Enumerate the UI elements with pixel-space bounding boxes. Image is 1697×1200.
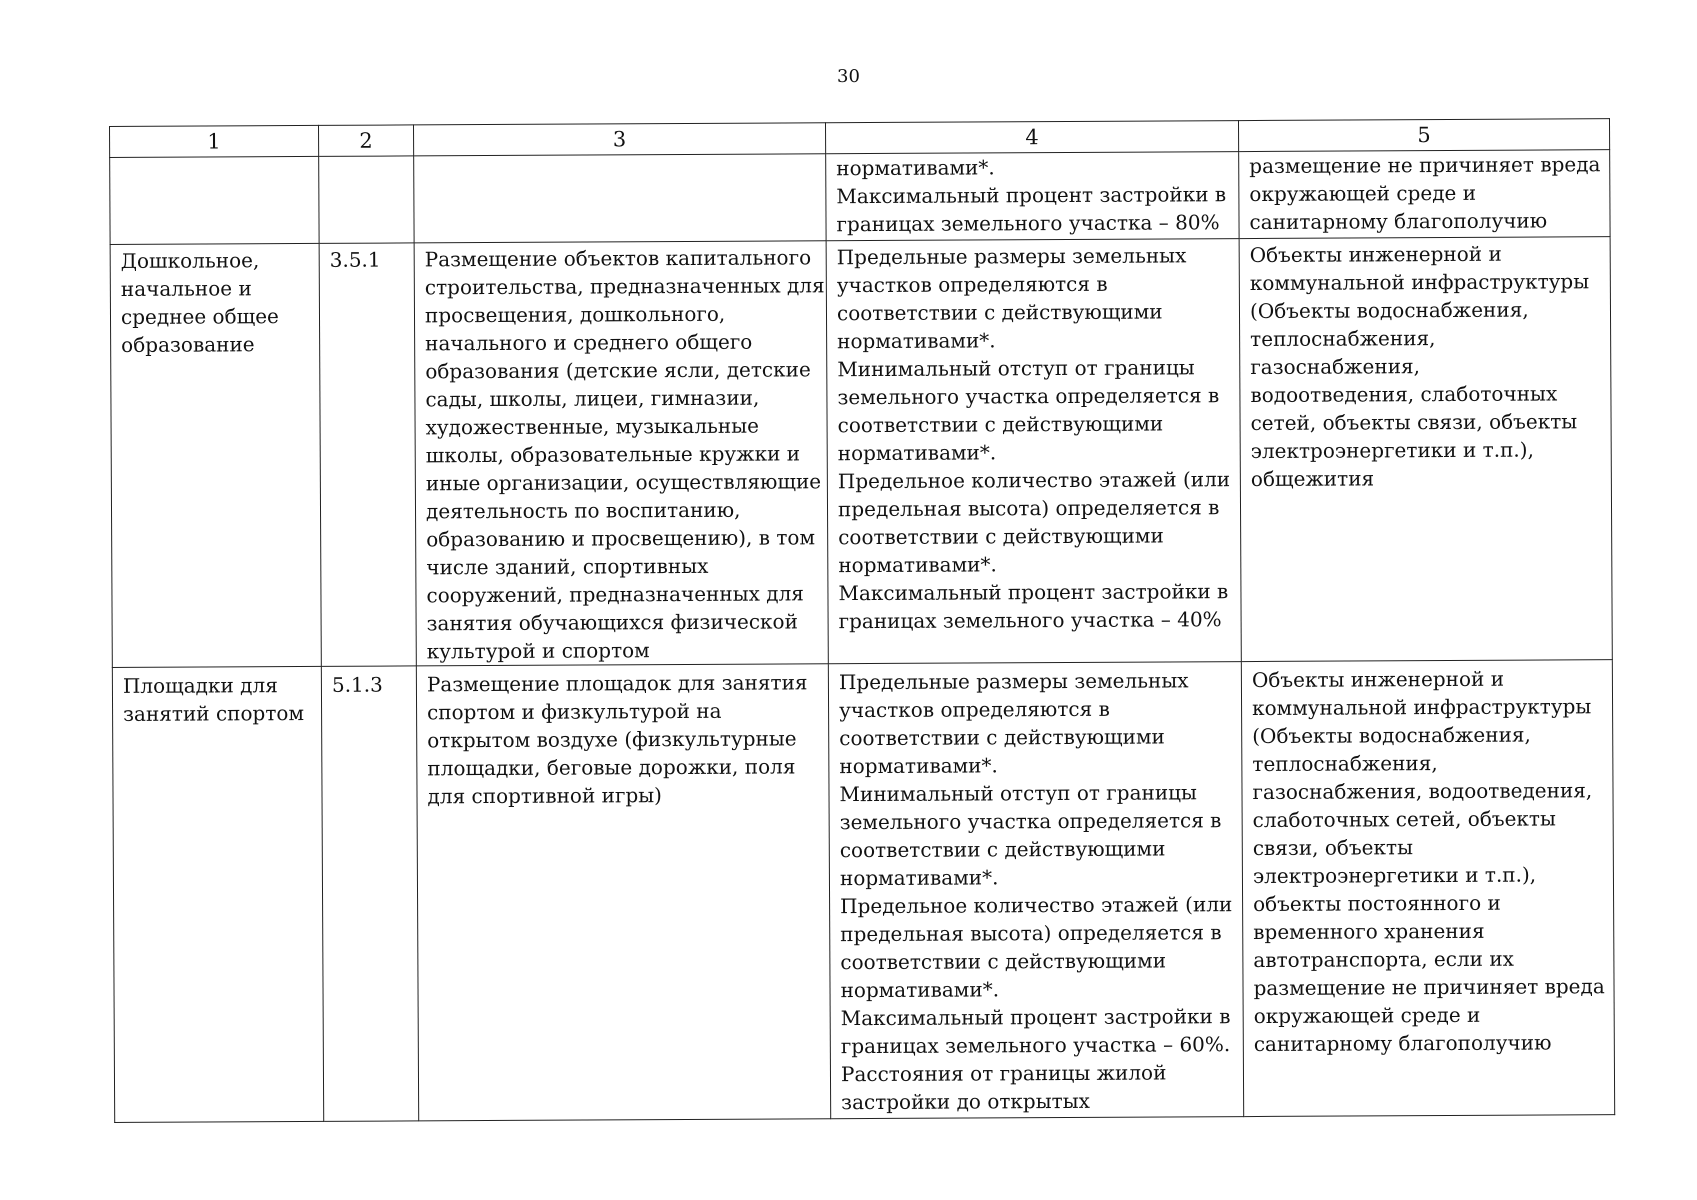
cell-line: земельного участка определяется в — [839, 808, 1222, 835]
cell-line: слаботочных сетей, объекты — [1252, 806, 1556, 833]
cell-line: школы, образовательные кружки и — [425, 441, 801, 468]
cell-line: занятия обучающихся физической — [426, 609, 798, 636]
cell-line: образование — [121, 332, 255, 357]
land-use-auxiliary-cell — [1241, 660, 1614, 1117]
cell-line: просвещения, дошкольного, — [424, 301, 726, 328]
cell-line: электроэнергетики и т.п.), — [1252, 862, 1537, 889]
cell-line: соответствии с действующими — [836, 299, 1163, 326]
continuation-name-cell — [110, 156, 319, 244]
land-use-parameters-cell — [828, 662, 1243, 1119]
cell-line: среднее общее — [120, 304, 279, 329]
cell-line: художественные, музыкальные — [425, 413, 760, 440]
cell-line: Предельное количество этажей (или — [837, 467, 1231, 494]
cell-line: сооружений, предназначенных для — [426, 581, 804, 608]
cell-line: культурой и спортом — [426, 638, 650, 664]
cell-line: (Объекты водоснабжения, — [1249, 297, 1529, 324]
cell-line: Размещение объектов капитального — [424, 245, 812, 272]
cell-line: для спортивной игры) — [427, 783, 662, 809]
cell-line: нормативами*. — [840, 977, 1000, 1003]
cell-line: соответствии с действующими — [839, 724, 1165, 751]
cell-line: сады, школы, лицеи, гимназии, — [425, 385, 760, 412]
cell-line: связи, объекты — [1252, 835, 1414, 861]
cell-line: Объекты инженерной и — [1251, 666, 1505, 693]
cell-line: Предельные размеры земельных — [836, 243, 1187, 270]
cell-line: нормативами*. — [839, 753, 998, 779]
cell-line: нормативами*. — [837, 440, 997, 466]
cell-line: Минимальный отступ от границы — [837, 355, 1195, 382]
cell-line: объекты постоянного и — [1253, 890, 1501, 917]
cell-line: санитарному благополучию — [1253, 1030, 1552, 1057]
cell-line: границах земельного участка – 80% — [836, 210, 1220, 237]
cell-line: начального и среднего общего — [425, 329, 753, 356]
cell-line: иные организации, осуществляющие — [425, 469, 822, 496]
cell-line: соответствии с действующими — [837, 411, 1164, 438]
cell-line: соответствии с действующими — [838, 523, 1164, 550]
cell-line: площадки, беговые дорожки, поля — [427, 754, 796, 781]
land-use-description-cell — [414, 241, 828, 666]
cell-line: деятельность по воспитанию, — [425, 497, 741, 524]
header-col-4: 4 — [825, 121, 1238, 154]
land-use-code-cell: 5.1.3 — [321, 666, 418, 1121]
land-use-name-cell — [112, 666, 323, 1122]
cell-line: границах земельного участка – 40% — [838, 607, 1222, 634]
page-number: 30 — [837, 66, 860, 87]
land-use-code-cell: 3.5.1 — [319, 243, 416, 666]
cell-line: нормативами*. — [836, 155, 995, 181]
cell-line: электроэнергетики и т.п.), — [1250, 437, 1534, 464]
cell-line: земельного участка определяется в — [837, 383, 1220, 410]
header-col-2: 2 — [318, 125, 413, 156]
cell-line: коммунальной инфраструктуры — [1252, 694, 1592, 721]
cell-line: размещение не причиняет вреда — [1249, 152, 1601, 179]
land-use-auxiliary-cell — [1239, 237, 1612, 662]
continuation-parameters-cell — [826, 152, 1239, 241]
cell-line: Максимальный процент застройки в — [836, 182, 1227, 209]
cell-line: временного хранения — [1253, 918, 1485, 945]
cell-line: соответствии с действующими — [839, 836, 1166, 863]
cell-line: Площадки для — [122, 673, 278, 698]
cell-line: участков определяются в — [839, 696, 1110, 723]
cell-line: санитарному благополучию — [1249, 208, 1548, 235]
cell-line: занятий спортом — [123, 700, 305, 726]
cell-line: застройки до открытых — [841, 1088, 1090, 1115]
header-col-3: 3 — [413, 123, 825, 156]
cell-line: нормативами*. — [837, 328, 996, 354]
cell-line: предельная высота) определяется в — [840, 920, 1222, 947]
continuation-code-cell — [319, 156, 414, 243]
cell-line: образования (детские ясли, детские — [425, 357, 811, 384]
cell-line: Предельное количество этажей (или — [840, 892, 1233, 919]
cell-line: коммунальной инфраструктуры — [1249, 269, 1590, 296]
cell-line: теплоснабжения, — [1250, 326, 1436, 352]
cell-line: спортом и физкультурой на — [427, 698, 722, 725]
cell-line: Минимальный отступ от границы — [839, 780, 1197, 807]
cell-line: окружающей среде и — [1253, 1002, 1481, 1029]
cell-line: общежития — [1250, 466, 1375, 492]
cell-line: газоснабжения, водоотведения, — [1252, 778, 1593, 805]
cell-line: Объекты инженерной и — [1249, 241, 1502, 268]
cell-line: участков определяются в — [836, 271, 1108, 298]
cell-line: Предельные размеры земельных — [838, 668, 1189, 695]
cell-line: начальное и — [120, 276, 252, 301]
cell-line: окружающей среде и — [1249, 180, 1477, 207]
cell-line: строительства, предназначенных для — [424, 273, 825, 300]
cell-line: (Объекты водоснабжения, — [1252, 722, 1531, 749]
land-use-table — [109, 118, 1615, 1123]
cell-line: Дошкольное, — [120, 248, 260, 273]
cell-line: Размещение площадок для занятия — [426, 670, 808, 697]
cell-line: Расстояния от границы жилой — [840, 1060, 1167, 1087]
cell-line: сетей, объекты связи, объекты — [1250, 409, 1578, 436]
cell-line: автотранспорта, если их — [1253, 946, 1514, 973]
cell-line: Максимальный процент застройки в — [838, 579, 1229, 606]
land-use-name-cell — [110, 243, 321, 667]
table-row — [112, 660, 1614, 1123]
cell-line: соответствии с действующими — [840, 948, 1167, 975]
cell-line: границах земельного участка – 60%. — [840, 1032, 1231, 1059]
table-row — [110, 237, 1612, 668]
continuation-auxiliary-cell — [1239, 150, 1610, 239]
cell-line: открытом воздухе (физкультурные — [427, 726, 797, 753]
cell-line: теплоснабжения, — [1252, 751, 1438, 777]
land-use-parameters-cell — [826, 239, 1241, 664]
land-use-description-cell — [416, 664, 830, 1121]
cell-line: нормативами*. — [839, 865, 999, 891]
cell-line: водоотведения, слаботочных — [1250, 381, 1558, 408]
land-use-table-wrapper — [109, 118, 1614, 1123]
cell-line: предельная высота) определяется в — [837, 495, 1220, 522]
cell-line: числе зданий, спортивных — [426, 553, 709, 580]
cell-line: Максимальный процент застройки в — [840, 1004, 1231, 1031]
continuation-description-cell — [414, 154, 826, 243]
header-col-5: 5 — [1238, 119, 1609, 152]
cell-line: размещение не причиняет вреда — [1253, 974, 1605, 1001]
cell-line: нормативами*. — [838, 552, 997, 578]
cell-line: газоснабжения, — [1250, 354, 1421, 380]
header-col-1: 1 — [110, 125, 319, 157]
cell-line: образованию и просвещению), в том — [426, 525, 816, 552]
continuation-row — [110, 150, 1610, 245]
